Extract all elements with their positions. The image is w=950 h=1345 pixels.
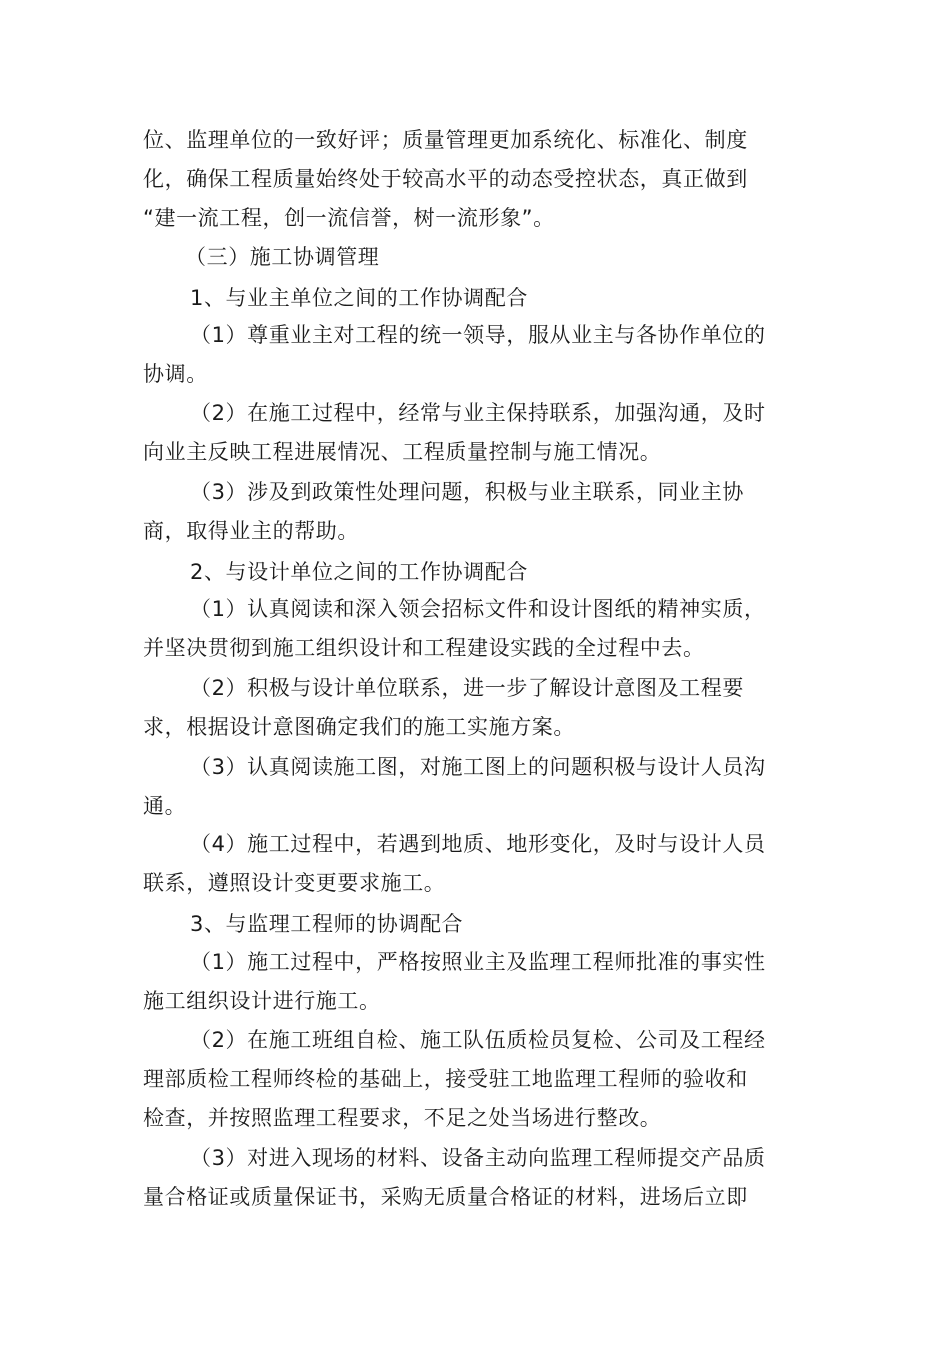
list-item: （4）施工过程中，若遇到地质、地形变化，及时与设计人员	[190, 832, 766, 856]
body-text-line: 并坚决贯彻到施工组织设计和工程建设实践的全过程中去。	[143, 636, 705, 660]
list-item: （1）尊重业主对工程的统一领导，服从业主与各协作单位的	[190, 323, 766, 347]
section-heading: （三）施工协调管理	[185, 245, 380, 269]
list-item: （2）在施工班组自检、施工队伍质检员复检、公司及工程经	[190, 1028, 766, 1052]
list-item: （3）认真阅读施工图，对施工图上的问题积极与设计人员沟	[190, 755, 766, 779]
list-item: （3）涉及到政策性处理问题，积极与业主联系，同业主协	[190, 480, 744, 504]
body-text-line: 量合格证或质量保证书，采购无质量合格证的材料，进场后立即	[143, 1185, 748, 1209]
subsection-heading: 3、与监理工程师的协调配合	[190, 912, 464, 936]
body-text-line: 求，根据设计意图确定我们的施工实施方案。	[143, 715, 575, 739]
subsection-heading: 2、与设计单位之间的工作协调配合	[190, 560, 528, 584]
list-item: （1）认真阅读和深入领会招标文件和设计图纸的精神实质，	[190, 597, 766, 621]
subsection-heading: 1、与业主单位之间的工作协调配合	[190, 286, 528, 310]
body-text-line: 向业主反映工程进展情况、工程质量控制与施工情况。	[143, 440, 662, 464]
list-item: （3）对进入现场的材料、设备主动向监理工程师提交产品质	[190, 1146, 766, 1170]
body-text-line: 通。	[143, 794, 187, 818]
body-text-line: 协调。	[143, 362, 208, 386]
body-text-line: 理部质检工程师终检的基础上，接受驻工地监理工程师的验收和	[143, 1067, 748, 1091]
body-text-line: 检查，并按照监理工程要求，不足之处当场进行整改。	[143, 1106, 662, 1130]
body-text-line: 位、监理单位的一致好评；质量管理更加系统化、标准化、制度	[143, 128, 748, 152]
list-item: （2）在施工过程中，经常与业主保持联系，加强沟通，及时	[190, 401, 766, 425]
list-item: （2）积极与设计单位联系，进一步了解设计意图及工程要	[190, 676, 744, 700]
list-item: （1）施工过程中，严格按照业主及监理工程师批准的事实性	[190, 950, 766, 974]
body-text-line: “建一流工程，创一流信誉，树一流形象”。	[143, 206, 555, 230]
body-text-line: 施工组织设计进行施工。	[143, 989, 381, 1013]
body-text-line: 联系，遵照设计变更要求施工。	[143, 871, 446, 895]
body-text-line: 商，取得业主的帮助。	[143, 519, 359, 543]
body-text-line: 化，确保工程质量始终处于较高水平的动态受控状态，真正做到	[143, 167, 748, 191]
